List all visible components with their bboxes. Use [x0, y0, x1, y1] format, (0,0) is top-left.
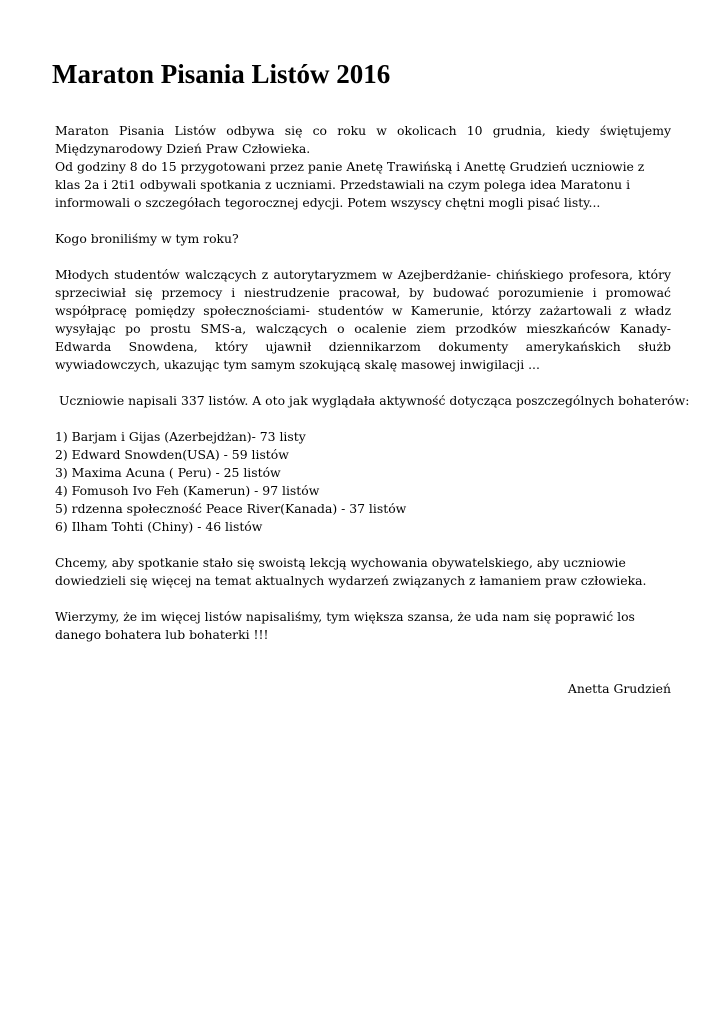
- goal-paragraph: Chcemy, aby spotkanie stało się swoistą lekcją wychowania obywatelskiego, aby uczniowie dowiedzieli się więcej na temat aktualnych wydarzeń związanych z łamaniem praw człowieka.: [55, 555, 647, 588]
- list-item: 2) Edward Snowden(USA) - 59 listów: [55, 447, 289, 462]
- intro-paragraph-2: Od godziny 8 do 15 przygotowani przez panie Anetę Trawińską i Anettę Grudzień uczniowie z klas 2a i 2ti1 odbywali spotkania z uczniami. Przedstawiali na czym polega idea Maratonu i informowali o szczegółach tegorocznej edycji. Potem wszyscy chętni mogli pisać listy...: [55, 159, 645, 210]
- spacer: [55, 410, 671, 428]
- list-item: 6) Ilham Tohti (Chiny) - 46 listów: [55, 519, 263, 534]
- heroes-list: [55, 428, 671, 536]
- page-title: Maraton Pisania Listów 2016: [52, 59, 391, 89]
- list-item: 4) Fomusoh Ivo Feh (Kamerun) - 97 listów: [55, 483, 320, 498]
- intro-paragraph-1: Maraton Pisania Listów odbywa się co roku w okolicach 10 grudnia, kiedy świętujemy Międzynarodowy Dzień Praw Człowieka.: [55, 123, 671, 156]
- belief-paragraph: Wierzymy, że im więcej listów napisaliśmy, tym większa szansa, że uda nam się poprawić los danego bohatera lub bohaterki !!!: [55, 609, 635, 642]
- article-body: [55, 122, 690, 698]
- question-paragraph: Kogo broniliśmy w tym roku?: [55, 231, 239, 246]
- spacer: [55, 644, 671, 680]
- spacer: [55, 212, 671, 230]
- spacer: [55, 248, 671, 266]
- spacer: [55, 536, 671, 554]
- spacer: [55, 590, 671, 608]
- list-item: 5) rdzenna społeczność Peace River(Kanada) - 37 listów: [55, 501, 407, 516]
- list-item: 1) Barjam i Gijas (Azerbejdżan)- 73 listy: [55, 429, 306, 444]
- summary-paragraph: Uczniowie napisali 337 listów. A oto jak wyglądała aktywność dotycząca poszczególnych bohaterów:: [55, 393, 690, 408]
- list-item: 3) Maxima Acuna ( Peru) - 25 listów: [55, 465, 281, 480]
- signature: Anetta Grudzień: [567, 681, 671, 696]
- defended-paragraph: Młodych studentów walczących z autorytaryzmem w Azejberdżanie- chińskiego profesora, który sprzeciwiał się przemocy i niestrudzenie pracował, by budować porozumienie i promować współpracę pomiędzy społecznościami- studentów w Kamerunie, którzy zażartowali z władz wysyłając po prostu SMS-a, walczących o ocalenie ziem przodków mieszkańców Kanady- Edwarda Snowdena, który ujawnił dziennikarzom dokumenty amerykańskich służb wywiadowczych, ukazując tym samym szokującą skalę masowej inwigilacji ...: [55, 267, 671, 372]
- spacer: [55, 374, 671, 392]
